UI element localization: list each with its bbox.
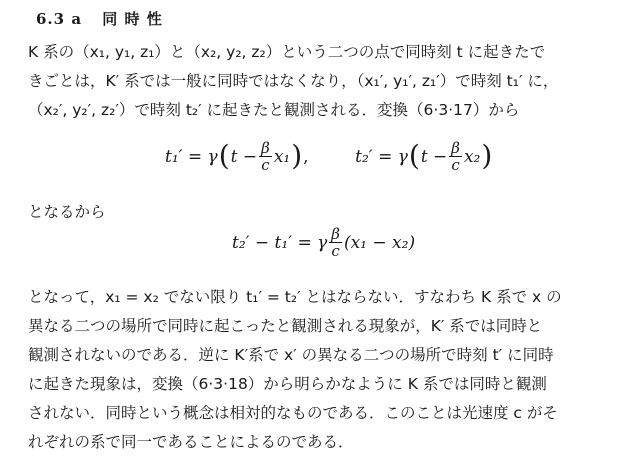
fraction-denominator: c (451, 156, 460, 174)
comma-spacer: , (303, 146, 309, 167)
text-line: となるから (28, 203, 106, 221)
fraction-numerator: β (451, 139, 460, 157)
equation-2 (232, 226, 415, 259)
text-line: に起きた現象は，変換（6·3·18）から明らかなように K 系では同時と観測 (28, 375, 547, 393)
text-line: K 系の（x₁, y₁, z₁）と（x₂, y₂, z₂）という二つの点で同時刻 t に起きたで (28, 43, 546, 61)
paren-close: ) (291, 138, 303, 172)
eq1-right-lhs: t₂′ = γ (355, 146, 408, 167)
paragraph-2 (28, 283, 608, 457)
eq1-right-inner: t − (420, 146, 448, 167)
eq2-lhs: t₂′ − t₁′ = γ (232, 232, 328, 253)
eq1-left-tail: x₁ (273, 146, 291, 167)
section-title: 同 時 性 (102, 10, 163, 28)
text-line: となって，x₁ = x₂ でない限り t₁′ = t₂′ とはならない．すなわち K 系で x の (28, 288, 562, 306)
fraction (329, 226, 342, 259)
fraction-numerator: β (261, 139, 270, 157)
text-line: れぞれの系で同一であることによるのである． (28, 433, 354, 451)
fraction (259, 140, 272, 173)
equation-1 (165, 140, 493, 173)
text-line: 観測されないのである．逆に K′系で x′ の異なる二つの場所で時刻 t′ に同時 (28, 346, 554, 364)
fraction-denominator: c (261, 156, 270, 174)
section-number: 6.3 a (36, 10, 83, 28)
paren-open: ( (408, 138, 420, 172)
eq1-left-lhs: t₁′ = γ (165, 146, 218, 167)
text-line: （x₂′, y₂′, z₂′）で時刻 t₂′ に起きたと観測される．変換（6·3·17）から (28, 101, 520, 119)
paren-close: ) (481, 138, 493, 172)
fraction-numerator: β (331, 225, 340, 243)
section-heading (36, 8, 163, 29)
fraction-denominator: c (331, 242, 340, 260)
connector-text (28, 198, 608, 227)
text-line: きごとは，K′ 系では一般に同時ではなくなり，（x₁′, y₁′, z₁′）で時刻 t₁′ に， (28, 72, 559, 90)
text-line: されない．同時という概念は相対的なものである．このことは光速度 c がそ (28, 404, 558, 422)
text-line: 異なる二つの場所で同時に起こったと観測される現象が，K′ 系では同時と (28, 317, 543, 335)
paren-open: ( (218, 138, 230, 172)
eq1-left-inner: t − (230, 146, 258, 167)
paragraph-1 (28, 38, 608, 125)
eq1-right-tail: x₂ (463, 146, 481, 167)
fraction (449, 140, 462, 173)
eq2-rhs: (x₁ − x₂) (343, 232, 416, 253)
